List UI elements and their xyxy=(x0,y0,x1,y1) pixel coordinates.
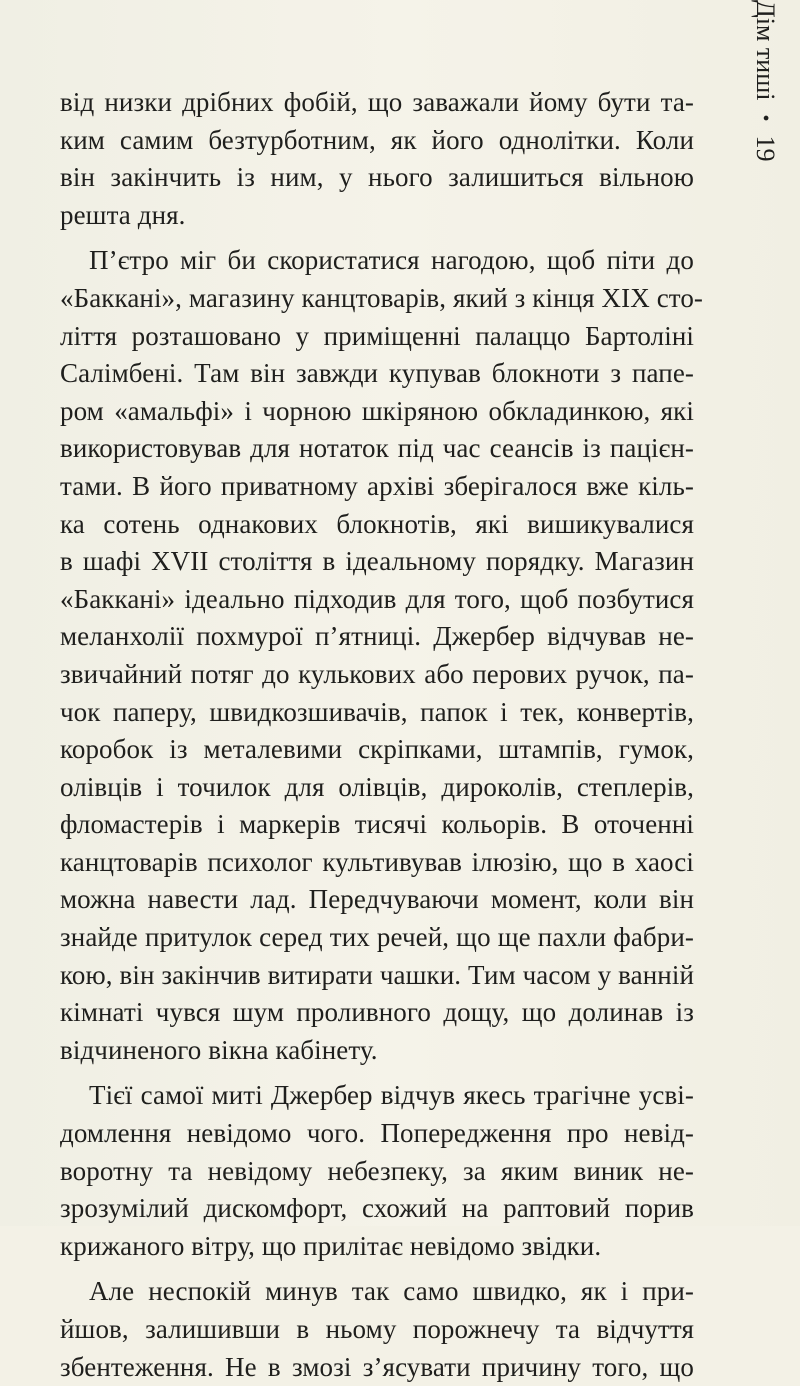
text-line: крижаного вітру, що прилітає невідомо звідки. xyxy=(60,1230,602,1261)
text-line: Тієї самої миті Джербер відчув якесь трагічне усві- xyxy=(89,1080,694,1111)
running-head xyxy=(750,0,780,180)
text-line: він закінчить із ним, у нього залишиться вільною xyxy=(60,162,694,193)
paragraph xyxy=(60,1077,694,1265)
text-line: знайде притулок серед тих речей, що ще пахли фабри- xyxy=(60,922,694,953)
text-line: використовував для нотаток під час сеансів із пацієн- xyxy=(60,433,694,464)
text-line: домлення невідомо чого. Попередження про невід- xyxy=(60,1118,694,1149)
text-line: П’єтро міг би скористатися нагодою, щоб піти до xyxy=(89,245,694,276)
text-line: коробок із металевими скріпками, штампів, гумок, xyxy=(60,734,694,765)
text-line: «Баккані», магазину канцтоварів, який з кінця XIX сто- xyxy=(60,282,704,313)
text-line: «Баккані» ідеально підходив для того, щоб позбутися xyxy=(60,583,694,614)
text-line: Але неспокій минув так само швидко, як і при- xyxy=(89,1276,694,1307)
text-line: меланхолії похмурої п’ятниці. Джербер відчував не- xyxy=(60,621,694,652)
text-line: збентеження. Не в змозі з’ясувати причину того, що xyxy=(60,1351,694,1382)
text-line: йшов, залишивши в ньому порожнечу та відчуття xyxy=(60,1314,694,1344)
text-line: олівців і точилок для олівців, дироколів, степлерів, xyxy=(60,771,694,802)
text-line: фломастерів і маркерів тисячі кольорів. В оточенні xyxy=(60,809,694,840)
text-line: решта дня. xyxy=(60,199,186,230)
text-line: канцтоварів психолог культивував ілюзію, що в хаосі xyxy=(60,846,694,877)
paragraph xyxy=(60,84,694,234)
text-line: ким самим безтурботним, як його однолітки. Коли xyxy=(60,124,694,155)
text-line: звичайний потяг до кулькових або перових ручок, па- xyxy=(60,658,694,689)
text-line: відчиненого вікна кабінету. xyxy=(60,1034,378,1065)
text-line: воротну та невідому небезпеку, за яким виник не- xyxy=(60,1155,694,1186)
text-line: ліття розташовано у приміщенні палаццо Бартоліні xyxy=(60,320,694,351)
text-line: можна навести лад. Передчуваючи момент, коли він xyxy=(60,884,694,915)
separator-bullet: • xyxy=(754,114,777,122)
text-line: в шафі XVII століття в ідеальному порядку. Магазин xyxy=(60,546,694,577)
book-title: Дім тиші xyxy=(751,0,780,101)
page-number: 19 xyxy=(751,135,780,162)
text-line: кімнаті чувся шум проливного дощу, що долинав із xyxy=(60,997,694,1028)
text-line: ка сотень однакових блокнотів, які вишикувалися xyxy=(60,508,694,539)
paragraph xyxy=(60,1273,694,1386)
text-line: від низки дрібних фобій, що заважали йому бути та- xyxy=(60,87,694,117)
text-line: ром «амальфі» і чорною шкіряною обкладинкою, які xyxy=(60,395,694,426)
paragraph xyxy=(60,242,704,1069)
text-line: тами. В його приватному архіві зберігалося вже кіль- xyxy=(60,470,694,501)
text-line: кою, він закінчив витирати чашки. Тим часом у ванній xyxy=(60,959,694,990)
text-line: зрозумілий дискомфорт, схожий на раптовий порив xyxy=(60,1193,694,1224)
text-line: чок паперу, швидкозшивачів, папок і тек, конвертів, xyxy=(60,696,694,727)
text-line: Салімбені. Там він завжди купував блокноти з папе- xyxy=(60,358,694,389)
body-text xyxy=(60,84,704,1386)
